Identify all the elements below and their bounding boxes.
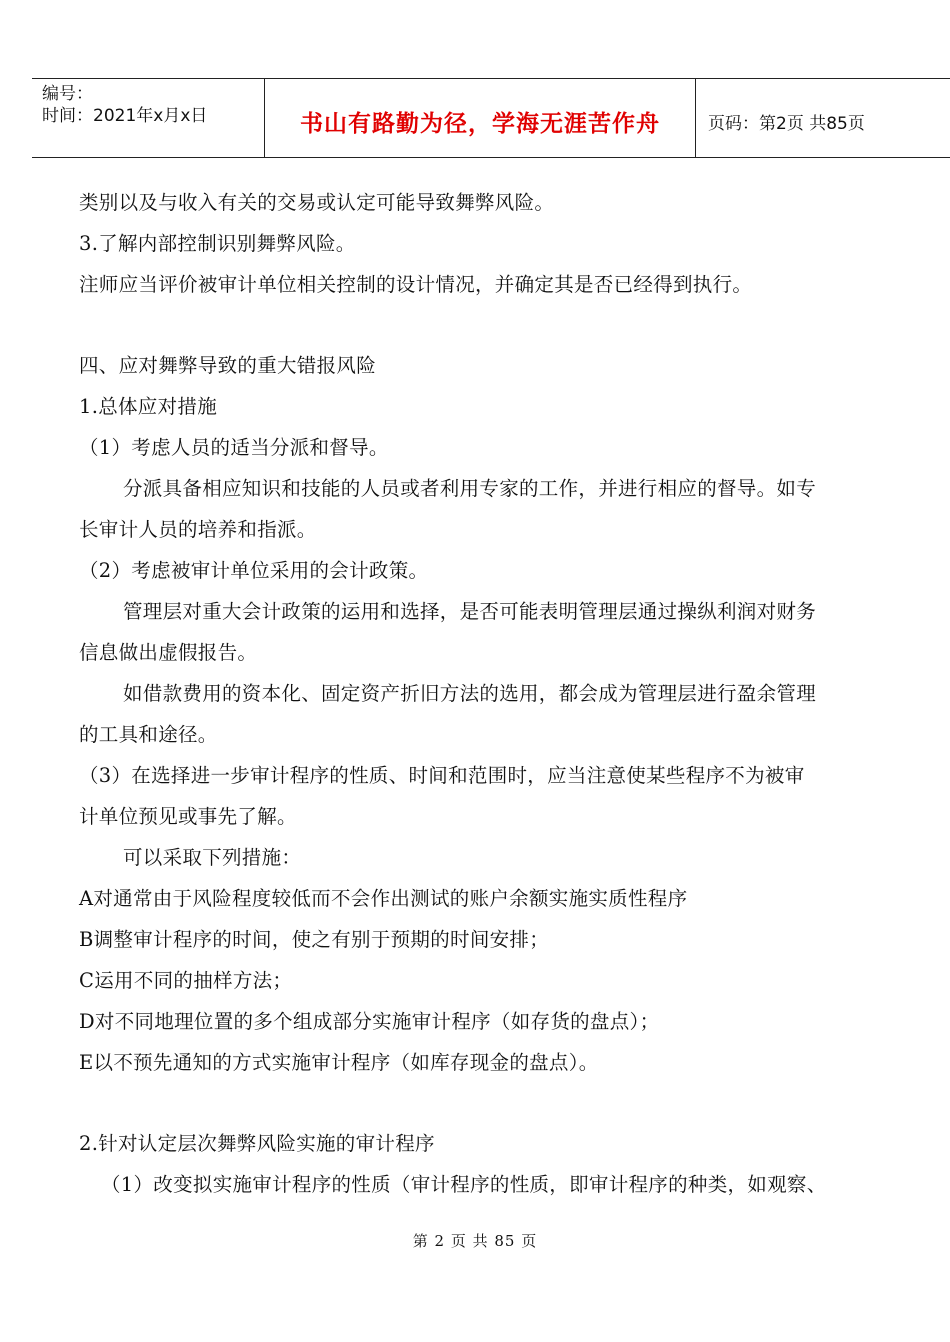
paragraph-spacer [79, 305, 909, 345]
paragraph: 长审计人员的培养和指派。 [79, 518, 317, 541]
list-item: A对通常由于风险程度较低而不会作出测试的账户余额实施实质性程序 [79, 887, 688, 910]
list-item: C运用不同的抽样方法； [79, 969, 293, 992]
paragraph: 计单位预见或事先了解。 [79, 805, 297, 828]
page-footer: 第 2 页 共 85 页 [412, 1232, 538, 1250]
paragraph: 的工具和途径。 [79, 723, 218, 746]
paragraph-spacer [79, 1083, 909, 1123]
page-header [32, 78, 950, 158]
paragraph: 如借款费用的资本化、固定资产折旧方法的选用，都会成为管理层进行盈余管理 [123, 682, 817, 705]
paragraph: 可以采取下列措施： [123, 846, 302, 869]
list-item: D对不同地理位置的多个组成部分实施审计程序（如存货的盘点）； [79, 1010, 660, 1033]
paragraph: （2）考虑被审计单位采用的会计政策。 [79, 559, 429, 582]
paragraph: （1）考虑人员的适当分派和督导。 [79, 436, 389, 459]
paragraph: 信息做出虚假报告。 [79, 641, 258, 664]
code-label: 编号： [42, 84, 93, 104]
paragraph: 类别以及与收入有关的交易或认定可能导致舞弊风险。 [79, 191, 555, 214]
subsection-heading: 1.总体应对措施 [79, 395, 218, 418]
section-heading: 四、应对舞弊导致的重大错报风险 [79, 354, 377, 377]
header-meta [42, 83, 207, 127]
document-body [79, 182, 909, 1205]
subsection-heading: 2.针对认定层次舞弊风险实施的审计程序 [79, 1132, 435, 1155]
header-motto: 书山有路勤为径，学海无涯苦作舟 [300, 111, 660, 137]
list-item: B调整审计程序的时间，使之有别于预期的时间安排； [79, 928, 550, 951]
paragraph: （1）改变拟实施审计程序的性质（审计程序的性质，即审计程序的种类，如观察、 [101, 1173, 827, 1196]
paragraph: 管理层对重大会计政策的运用和选择，是否可能表明管理层通过操纵利润对财务 [123, 600, 817, 623]
list-item: E以不预先通知的方式实施审计程序（如库存现金的盘点）。 [79, 1051, 599, 1074]
paragraph: （3）在选择进一步审计程序的性质、时间和范围时，应当注意使某些程序不为被审 [79, 764, 805, 787]
paragraph: 分派具备相应知识和技能的人员或者利用专家的工作，并进行相应的督导。如专 [123, 477, 817, 500]
paragraph: 注师应当评价被审计单位相关控制的设计情况，并确定其是否已经得到执行。 [79, 273, 753, 296]
time-label: 时间：2021年x月x日 [42, 106, 208, 126]
header-divider [695, 79, 696, 157]
header-page-number: 页码：第2页 共85页 [708, 114, 865, 134]
paragraph: 3.了解内部控制识别舞弊风险。 [79, 232, 356, 255]
